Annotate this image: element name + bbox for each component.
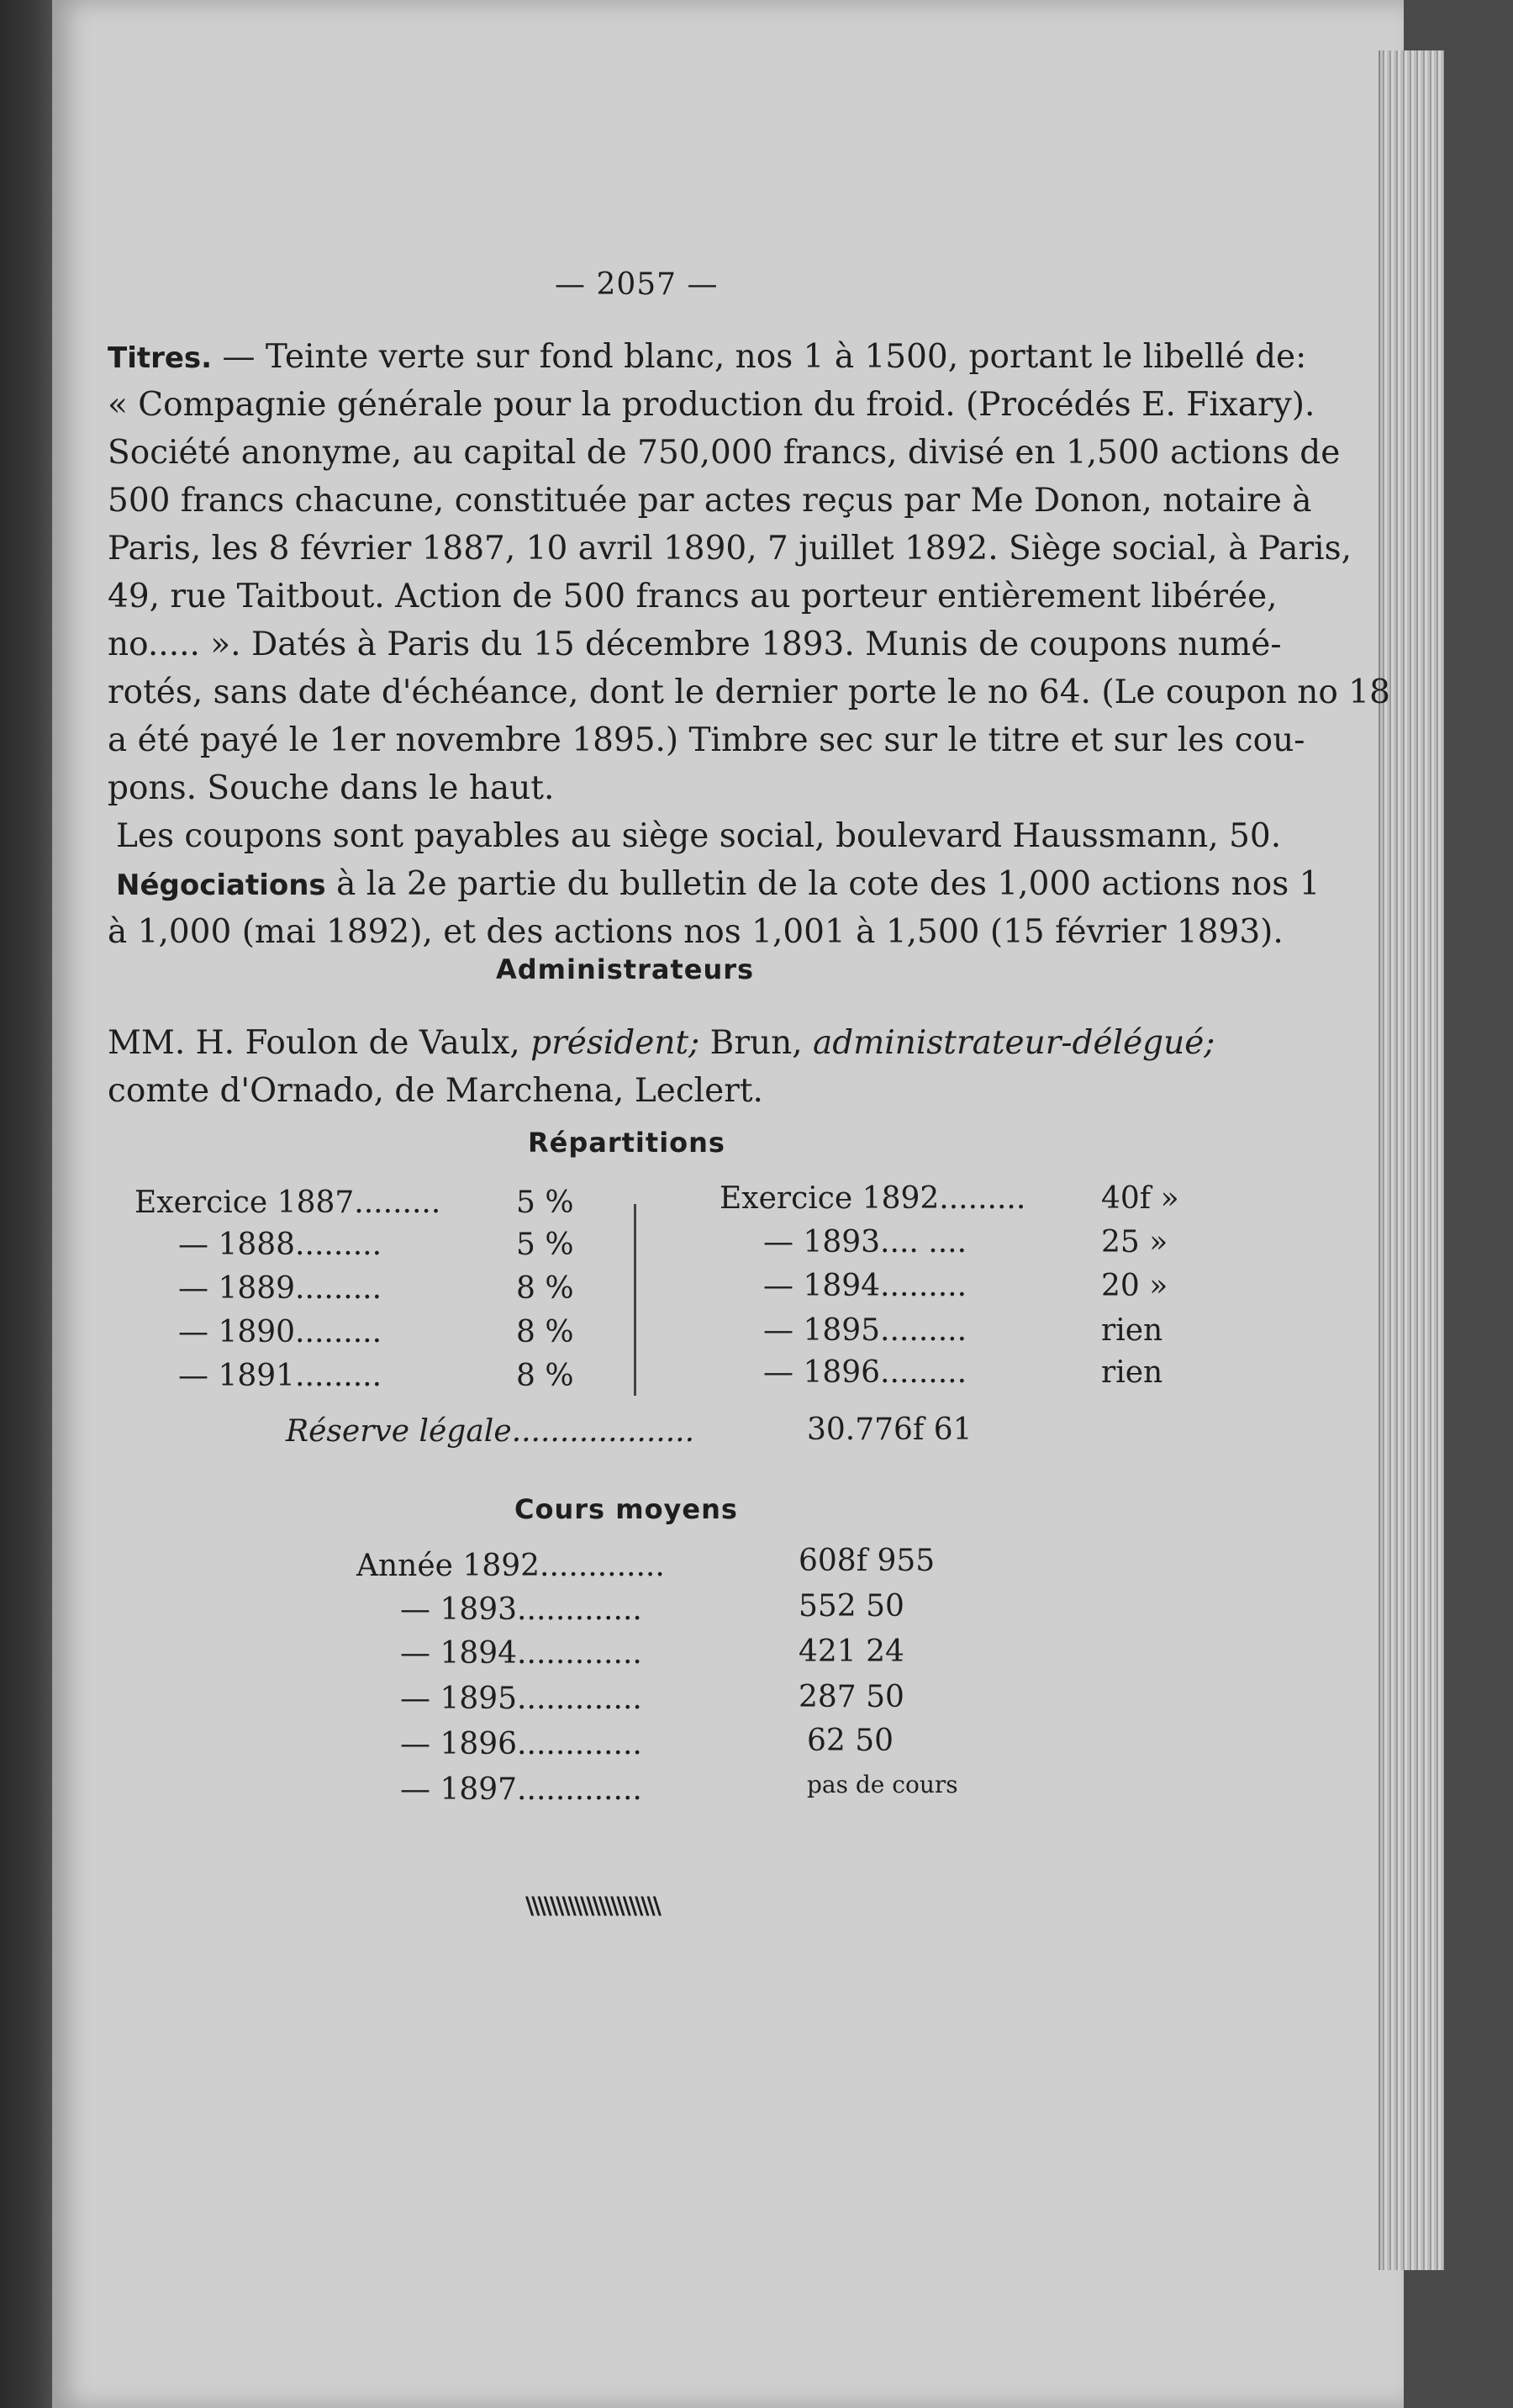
rep-right-label: — 1893.... .... xyxy=(763,1225,967,1259)
admin-role: président; xyxy=(530,1024,700,1062)
rep-right-value: 25 » xyxy=(1101,1225,1168,1259)
text-line: 49, rue Taitbout. Action de 500 francs au porteur entièrement libérée, xyxy=(108,578,1278,615)
text-line: pons. Souche dans le haut. xyxy=(108,769,555,807)
cours-label: — 1894............. xyxy=(400,1636,642,1671)
text-line: 500 francs chacune, constituée par actes reçus par Me Donon, notaire à xyxy=(108,482,1312,520)
cours-moyens-heading: Cours moyens xyxy=(514,1493,738,1525)
text-line: à la 2e partie du bulletin de la cote des 1,000 actions nos 1 xyxy=(325,865,1321,903)
rep-right-value: 40f » xyxy=(1101,1181,1179,1216)
administrateurs-heading: Administrateurs xyxy=(496,953,755,985)
text-line: Paris, les 8 février 1887, 10 avril 1890, 7 juillet 1892. Siège social, à Paris, xyxy=(108,530,1352,568)
rep-left-label: — 1889......... xyxy=(178,1271,382,1306)
rep-left-label: — 1888......... xyxy=(178,1228,382,1262)
cours-value: 421 24 xyxy=(799,1634,904,1669)
text-line: — Teinte verte sur fond blanc, nos 1 à 1500, portant le libellé de: xyxy=(212,338,1307,376)
coupons-line: Les coupons sont payables au siège social, boulevard Haussmann, 50. xyxy=(116,817,1282,855)
cours-value: 552 50 xyxy=(799,1589,904,1624)
reserve-value: 30.776f 61 xyxy=(807,1413,973,1447)
cours-value: 287 50 xyxy=(799,1680,904,1714)
rep-left-label: — 1891......... xyxy=(178,1359,382,1393)
page-number: — 2057 — xyxy=(555,267,719,302)
rep-right-label: — 1896......... xyxy=(763,1355,967,1390)
rep-left-value: 8 % xyxy=(516,1359,574,1393)
text-line: à 1,000 (mai 1892), et des actions nos 1,001 à 1,500 (15 février 1893). xyxy=(108,913,1284,951)
rep-left-value: 8 % xyxy=(516,1271,574,1306)
book-binding-shadow xyxy=(0,0,59,2408)
rep-right-value: rien xyxy=(1101,1313,1163,1348)
titres-label: Titres. xyxy=(108,341,213,375)
rep-left-value: 8 % xyxy=(516,1315,574,1349)
cours-label: Année 1892............. xyxy=(356,1549,665,1583)
admin-text: Brun, xyxy=(699,1024,814,1062)
reserve-label: Réserve légale................... xyxy=(286,1414,695,1449)
rep-right-label: — 1894......... xyxy=(763,1269,967,1303)
admin-line: comte d'Ornado, de Marchena, Leclert. xyxy=(108,1072,763,1110)
repartitions-heading: Répartitions xyxy=(528,1127,725,1159)
rep-right-label: Exercice 1892......... xyxy=(720,1181,1026,1216)
rep-right-value: rien xyxy=(1101,1355,1163,1390)
rep-left-label: — 1890......... xyxy=(178,1315,382,1349)
cours-value: pas de cours xyxy=(807,1771,958,1798)
cours-value: 608f 955 xyxy=(799,1544,936,1578)
rep-right-value: 20 » xyxy=(1101,1269,1168,1303)
text-line: « Compagnie générale pour la production du froid. (Procédés E. Fixary). xyxy=(108,386,1315,424)
text-line: a été payé le 1er novembre 1895.) Timbre sec sur le titre et sur les cou- xyxy=(108,721,1305,759)
end-ornament: \\\\\\\\\\\\\\\\\\\\\\ xyxy=(525,1892,659,1920)
text-line: no..... ». Datés à Paris du 15 décembre 1893. Munis de coupons numé- xyxy=(108,626,1282,663)
cours-value: 62 50 xyxy=(807,1724,894,1758)
admin-text: MM. H. Foulon de Vaulx, xyxy=(108,1024,531,1062)
rep-left-value: 5 % xyxy=(516,1228,574,1262)
admin-role: administrateur-délégué; xyxy=(813,1024,1215,1062)
cours-label: — 1896............. xyxy=(400,1727,642,1761)
text-line: rotés, sans date d'échéance, dont le dernier porte le no 64. (Le coupon no 18 xyxy=(108,673,1390,711)
cours-label: — 1897............. xyxy=(400,1772,642,1807)
rep-left-value: 5 % xyxy=(516,1186,574,1220)
cours-label: — 1895............. xyxy=(400,1682,642,1716)
column-divider xyxy=(634,1204,636,1396)
cours-label: — 1893............. xyxy=(400,1592,642,1627)
text-line: Société anonyme, au capital de 750,000 francs, divisé en 1,500 actions de xyxy=(108,434,1341,472)
rep-left-label: Exercice 1887......... xyxy=(134,1186,441,1220)
rep-right-label: — 1895......... xyxy=(763,1313,967,1348)
negociations-label: Négociations xyxy=(116,869,326,902)
page-edges xyxy=(1379,50,1444,2270)
